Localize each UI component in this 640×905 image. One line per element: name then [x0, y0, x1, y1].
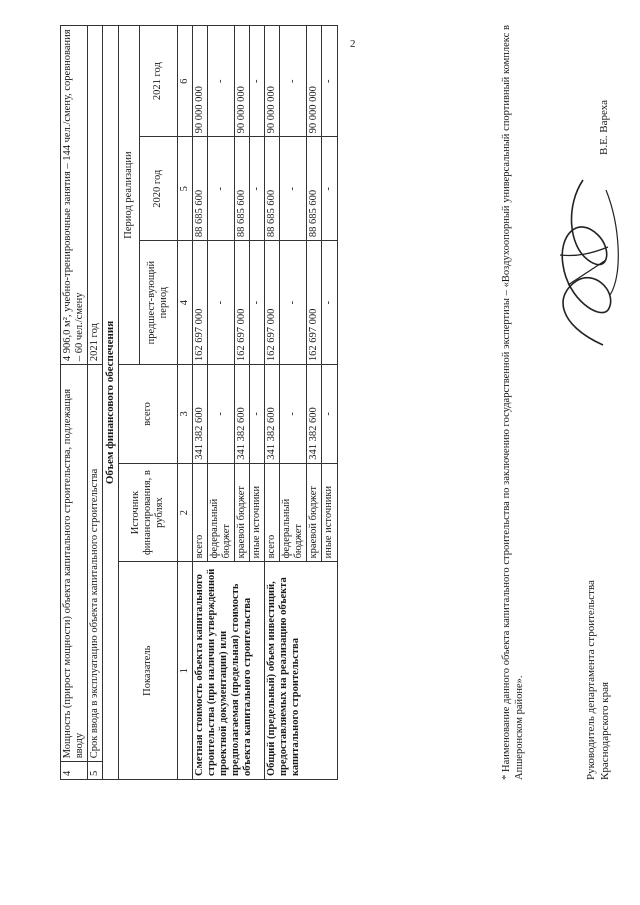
prev-period-cell: -	[250, 241, 265, 365]
row-number: 5	[88, 762, 103, 780]
signature-image	[548, 165, 628, 355]
signer-title	[585, 580, 613, 780]
table-row-capacity	[61, 26, 88, 780]
prev-period-cell: 162 697 000	[307, 241, 322, 365]
col-number: 3	[177, 365, 192, 464]
source-cell: федеральный бюджет	[280, 463, 307, 562]
col-number: 5	[177, 137, 192, 241]
prev-period-cell: 162 697 000	[235, 241, 250, 365]
indicator-estimated-cost: Сметная стоимость объекта капитального строительства (при наличии утвержденной проектной документации) или предполагаемая (предельная) стоимость объекта капитального строительства	[192, 562, 264, 780]
col-number: 6	[177, 26, 192, 137]
total-cell: -	[250, 365, 265, 464]
total-cell: 341 382 600	[307, 365, 322, 464]
prev-period-cell: 162 697 000	[265, 241, 280, 365]
source-cell: иные источники	[250, 463, 265, 562]
prev-period-cell: -	[280, 241, 307, 365]
year-2021-cell: 90 000 000	[265, 26, 280, 137]
row-label: Срок ввода в эксплуатацию объекта капитального строительства	[88, 365, 103, 762]
total-cell: -	[322, 365, 337, 464]
header-source: Источник финансирования, в рублях	[118, 463, 177, 562]
table-header-row	[118, 26, 139, 780]
indicator-total-investment: Общий (предельный) объем инвестиций, предоставляемых на реализацию объекта капитального строительства	[265, 562, 337, 780]
signer-title-line2: Краснодарского края	[598, 681, 611, 780]
row-value: 4 906,0 м², учебно-тренировочные занятия – 144 чел./смену, соревнования – 60 чел./смену	[61, 26, 88, 365]
year-2021-cell: 90 000 000	[307, 26, 322, 137]
total-cell: -	[207, 365, 234, 464]
total-cell: 341 382 600	[235, 365, 250, 464]
year-2020-cell: 88 685 600	[235, 137, 250, 241]
footnote: * Наименование данного объекта капитального строительства по заключению государственной экспертизы – «Воздухоопорный универсальный спортивный комплекс в Апшеронском районе».	[501, 25, 526, 780]
section-title: Объем финансового обеспечения	[103, 26, 119, 780]
source-cell: федеральный бюджет	[207, 463, 234, 562]
header-total: всего	[118, 365, 177, 464]
col-number: 4	[177, 241, 192, 365]
year-2020-cell: 88 685 600	[192, 137, 207, 241]
prev-period-cell: 162 697 000	[192, 241, 207, 365]
header-prev-period: предшест-вующий период	[139, 241, 177, 365]
year-2020-cell: -	[250, 137, 265, 241]
header-2021: 2021 год	[139, 26, 177, 137]
row-value: 2021 год	[88, 26, 103, 365]
col-number: 2	[177, 463, 192, 562]
total-cell: -	[280, 365, 307, 464]
year-2021-cell: 90 000 000	[192, 26, 207, 137]
col-number: 1	[177, 562, 192, 780]
year-2021-cell: -	[280, 26, 307, 137]
year-2020-cell: 88 685 600	[307, 137, 322, 241]
year-2020-cell: 88 685 600	[265, 137, 280, 241]
year-2020-cell: -	[207, 137, 234, 241]
table-column-numbers-row	[177, 26, 192, 780]
total-cell: 341 382 600	[265, 365, 280, 464]
year-2021-cell: -	[322, 26, 337, 137]
source-cell: краевой бюджет	[307, 463, 322, 562]
signer-name: В.Е. Вареха	[598, 100, 610, 155]
year-2021-cell: -	[207, 26, 234, 137]
year-2020-cell: -	[280, 137, 307, 241]
header-period: Период реализации	[118, 26, 139, 365]
source-cell: краевой бюджет	[235, 463, 250, 562]
row-label: Мощность (прирост мощности) объекта капитального строительства, подлежащая вводу	[61, 365, 88, 762]
header-indicator: Показатель	[118, 562, 177, 780]
document-table	[60, 25, 338, 780]
year-2021-cell: -	[250, 26, 265, 137]
total-cell: 341 382 600	[192, 365, 207, 464]
header-2020: 2020 год	[139, 137, 177, 241]
page-number: 2	[350, 38, 356, 50]
prev-period-cell: -	[207, 241, 234, 365]
source-cell: всего	[265, 463, 280, 562]
table-row	[192, 26, 207, 780]
table-row-commission-date	[88, 26, 103, 780]
year-2020-cell: -	[322, 137, 337, 241]
prev-period-cell: -	[322, 241, 337, 365]
row-number: 4	[61, 762, 88, 780]
table-row	[265, 26, 280, 780]
year-2021-cell: 90 000 000	[235, 26, 250, 137]
source-cell: всего	[192, 463, 207, 562]
source-cell: иные источники	[322, 463, 337, 562]
signer-title-line1: Руководитель департамента строительства	[585, 580, 597, 780]
table-row-section-title	[103, 26, 119, 780]
